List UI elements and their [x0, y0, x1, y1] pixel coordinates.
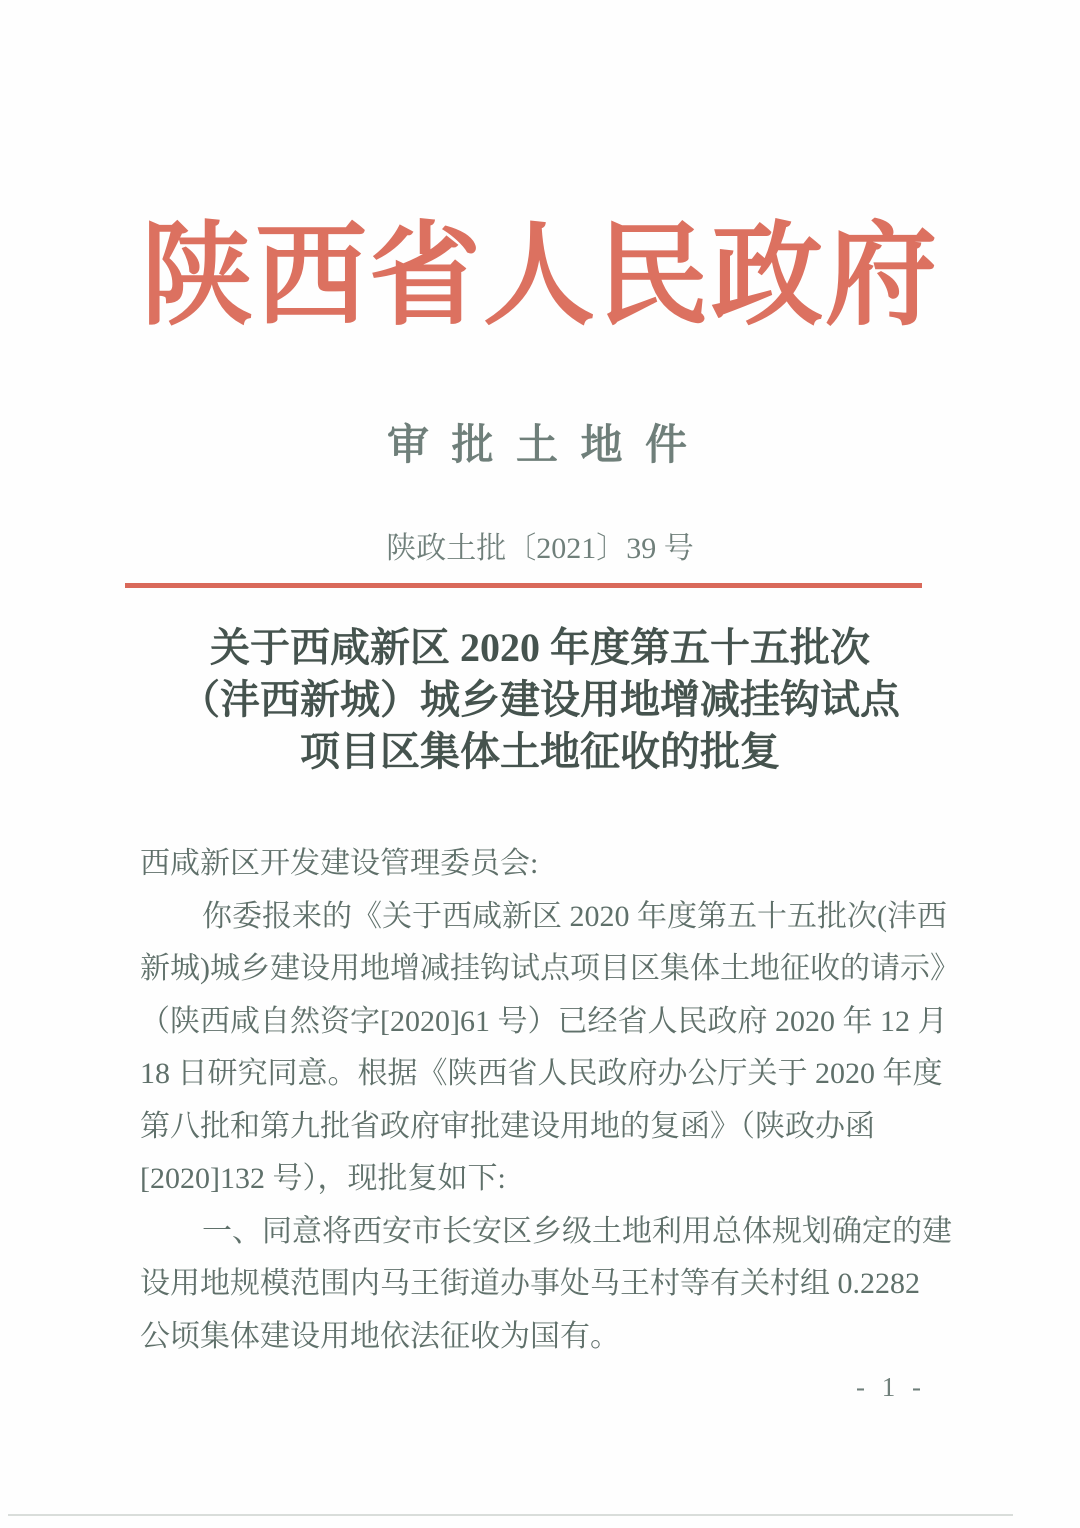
document-title-line-3: 项目区集体土地征收的批复: [300, 729, 780, 774]
document-title-line-1: 关于西咸新区 2020 年度第五十五批次: [210, 625, 870, 670]
body-line: [2020]132 号），现批复如下:: [140, 1162, 506, 1195]
document-title: [0, 622, 1080, 778]
red-divider-line: [125, 583, 922, 588]
letterhead-issuer-title: 陕西省人民政府: [141, 215, 939, 339]
body-line: 新城)城乡建设用地增减挂钩试点项目区集体土地征收的请示》: [140, 952, 960, 985]
body-line: 设用地规模范围内马王街道办事处马王村等有关村组 0.2282: [140, 1267, 920, 1300]
salutation-line: 西咸新区开发建设管理委员会:: [140, 847, 539, 880]
page-number: - 1 -: [856, 1372, 926, 1402]
body-line: 你委报来的《关于西咸新区 2020 年度第五十五批次(沣西: [202, 899, 947, 933]
body-line: 公顷集体建设用地依法征收为国有。: [140, 1319, 620, 1353]
body-line: 一、同意将西安市长安区乡级土地利用总体规划确定的建: [202, 1214, 952, 1248]
document-title-line-2: （沣西新城）城乡建设用地增减挂钩试点: [180, 677, 900, 722]
document-reference-number: 陕政土批〔2021〕39 号: [386, 532, 694, 565]
body-line: 第八批和第九批省政府审批建设用地的复函》（陕政办函: [140, 1109, 875, 1143]
body-line: （陕西咸自然资字[2020]61 号）已经省人民政府 2020 年 12 月: [140, 1004, 948, 1038]
document-category-label: 审 批 土 地 件: [386, 423, 693, 469]
document-body: [140, 838, 960, 1363]
scan-edge-artifact: [8, 1514, 1013, 1516]
body-line: 18 日研究同意。根据《陕西省人民政府办公厅关于 2020 年度: [140, 1057, 943, 1090]
